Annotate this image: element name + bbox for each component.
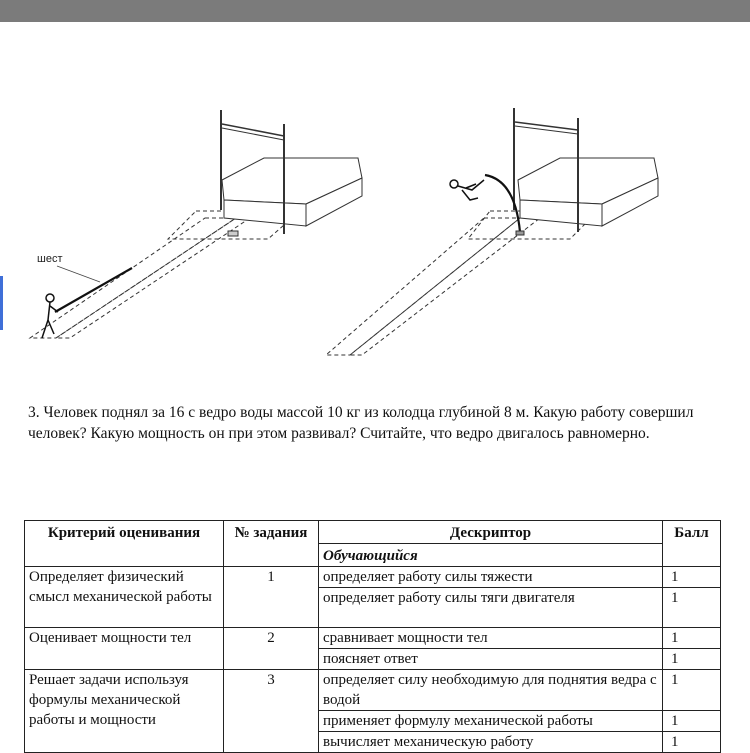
table-row [25,670,721,711]
right-athlete [450,175,520,232]
descriptor-cell: применяет формулу механической работы [319,711,663,732]
descriptor-cell: вычисляет механическую работу [319,732,663,753]
pole-label-pointer [57,266,100,282]
student-subheader: Обучающийся [319,544,663,567]
left-landing-mat [222,158,362,226]
score-cell: 1 [663,732,721,753]
task-number-header: № задания [224,521,319,567]
left-runway [30,211,300,338]
rubric-table [24,520,721,753]
task-number-cell: 1 [224,567,319,628]
right-runway [326,211,598,355]
table-row [25,628,721,649]
score-header: Балл [663,521,721,567]
criterion-cell: Определяет физический смысл механической работы [25,567,224,628]
score-cell: 1 [663,711,721,732]
descriptor-cell: определяет работу силы тяжести [319,567,663,588]
descriptor-header: Дескриптор [319,521,663,544]
score-cell: 1 [663,649,721,670]
left-athlete [42,268,132,338]
task-number-cell: 2 [224,628,319,670]
criterion-cell: Оценивает мощности тел [25,628,224,670]
criterion-cell: Решает задачи используя формулы механической работы и мощности [25,670,224,753]
pole-vault-illustration [0,22,750,362]
criterion-header: Критерий оценивания [25,521,224,567]
descriptor-cell: определяет работу силы тяги двигателя [319,588,663,628]
header-row [25,521,721,544]
score-cell: 1 [663,567,721,588]
table-row [25,567,721,588]
problem-statement: 3. Человек поднял за 16 с ведро воды массой 10 кг из колодца глубиной 8 м. Какую работу совершил человек? Какую мощность он при этом развивал? Считайте, что ведро двигалось равномерно. [28,404,694,442]
descriptor-cell: определяет силу необходимую для поднятия ведра с водой [319,670,663,711]
score-cell: 1 [663,628,721,649]
pole-label: шест [37,253,63,265]
score-cell: 1 [663,670,721,711]
top-bar [0,0,750,22]
descriptor-cell: сравнивает мощности тел [319,628,663,649]
task-number-cell: 3 [224,670,319,753]
score-cell: 1 [663,588,721,628]
descriptor-cell: поясняет ответ [319,649,663,670]
right-landing-mat [518,158,658,226]
